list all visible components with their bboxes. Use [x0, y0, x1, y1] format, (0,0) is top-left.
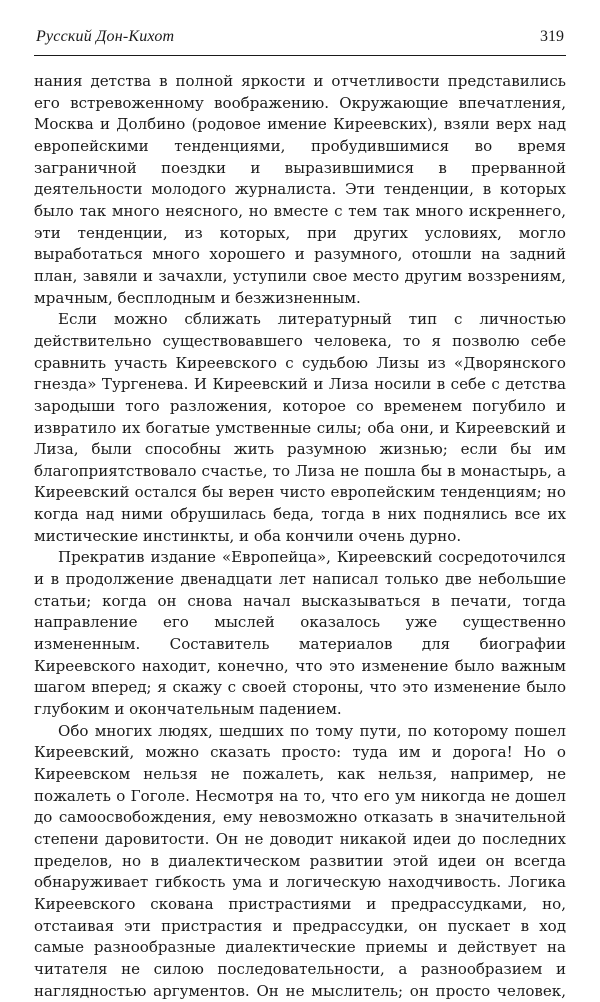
running-header — [34, 28, 566, 56]
paragraph-4: Обо многих людях, шедших по тому пути, по которому пошел Киреевский, можно сказать просто: туда им и дорога! Но о Киреевском нельзя не пожалеть, как нельзя, например, не пожалеть о Гоголе. Несмотря на то, что его ум никогда не дошел до самоосвобождения, ему невозможно отказать в значительной степени даровитости. Он не доводит никакой идеи до последних пределов, но в диалектическом развитии этой идеи он всегда обнаруживает гибкость ума и логическую находчивость. Логика Киреевского скована пристрастиями и предрассудками, но, отстаивая эти пристрастия и предрассудки, он пускает в ход самые разнообразные диалектические приемы и действует на читателя не силою последовательности, а разнообразием и наглядностью аргументов. Он не мыслитель; он просто человек, — [34, 721, 566, 1000]
body-text — [34, 71, 566, 1002]
book-page — [34, 28, 566, 1002]
running-title: Русский Дон-Кихот — [36, 28, 175, 45]
paragraph-3: Прекратив издание «Европейца», Киреевский сосредоточился и в продолжение двенадцати лет написал только две небольшие статьи; когда он снова начал высказываться в печати, тогда направление его мыслей оказалось уже существенно измененным. Составитель материалов для биографии Киреевского находит, конечно, что это изменение было важным шагом вперед; я скажу с своей стороны, что это изменение было глубоким и окончательным падением. — [34, 548, 566, 719]
page-number: 319 — [540, 28, 564, 45]
paragraph-1: нания детства в полной яркости и отчетливости представились его встревоженному воображению. Окружающие впечатления, Москва и Долбино (родовое имение Киреевских), взяли верх над европейскими тенденциями, пробудившимися во время заграничной поездки и выразившимися в прерванной деятельности молодого журналиста. Эти тенденции, в которых было так много неясного, но вместе с тем так много искреннего, эти тенденции, из которых, при других условиях, могло выработаться много хорошего и разумного, отошли на задний план, завяли и зачахли, уступили свое место другим воззрениям, мрачным, бесплодным и безжизненным. — [34, 72, 566, 307]
paragraph-2: Если можно сближать литературный тип с личностью действительно существовавшего человека, то я позволю себе сравнить участь Киреевского с судьбою Лизы из «Дворянского гнезда» Тургенева. И Киреевский и Лиза носили в себе с детства зародыши того разложения, которое со временем погубило и извратило их богатые умственные силы; оба они, и Киреевский и Лиза, были способны жить разумною жизнью; если бы им благоприятствовало счастье, то Лиза не пошла бы в монастырь, а Киреевский остался бы верен чисто европейским тенденциям; но когда над ними обрушилась беда, тогда в них поднялись все их мистические инстинкты, и оба кончили очень дурно. — [34, 310, 566, 545]
